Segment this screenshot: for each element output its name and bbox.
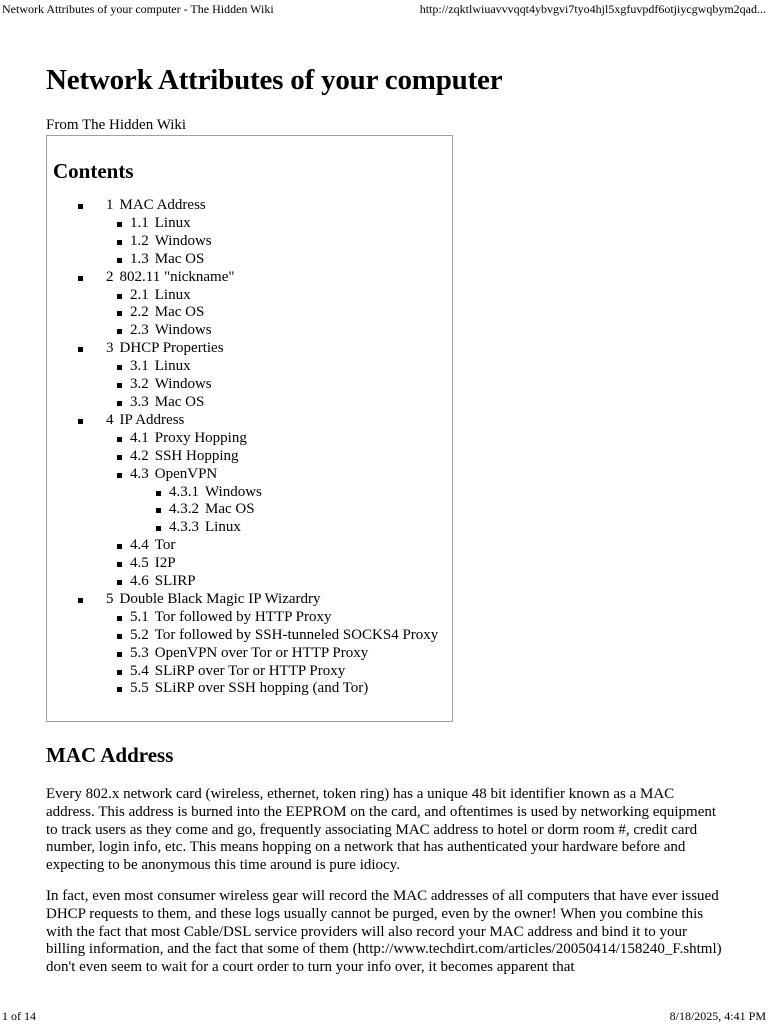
paragraph: Every 802.x network card (wireless, ethernet, token ring) has a unique 48 bit identifier known as a MAC address. This address is burned into the EEPROM on the card, and oftentimes is used by networking equipment to track users as they come and go, frequently associating MAC address to hotel or dorm room #, credit card number, login info, etc. This means hopping on a network that has authenticated your hardware before and expecting to be anonymous this time around is pure idiocy. [46, 786, 717, 874]
toc-item-label: Tor followed by HTTP Proxy [154, 608, 332, 625]
bullet-icon [117, 240, 122, 245]
toc-item[interactable] [53, 322, 452, 340]
toc-item-label: SLIRP [154, 573, 196, 590]
toc-item[interactable] [53, 376, 452, 394]
toc-item[interactable] [53, 663, 452, 681]
section-heading-mac-address: MAC Address [46, 743, 174, 767]
toc-item-number: 2.3 [130, 322, 149, 339]
toc-heading: Contents [53, 159, 134, 183]
toc-item[interactable] [53, 430, 452, 448]
print-footer [0, 1008, 768, 1024]
toc-item-label: Mac OS [154, 250, 205, 267]
toc-item-label: I2P [154, 555, 176, 572]
toc-item-label: Mac OS [205, 501, 255, 518]
bullet-icon [156, 526, 161, 531]
toc-item[interactable] [53, 340, 452, 358]
toc-item[interactable] [53, 555, 452, 573]
bullet-icon [117, 329, 122, 334]
toc-item-label: OpenVPN [154, 465, 218, 482]
toc-item-label: OpenVPN over Tor or HTTP Proxy [154, 644, 369, 661]
toc-item-label: Windows [154, 376, 212, 393]
toc-item[interactable] [53, 304, 452, 322]
paragraph: In fact, even most consumer wireless gear will record the MAC addresses of all computers that have ever issued DHCP requests to them, and these logs usually cannot be purged, even by the owner! When you combine this with the fact that most Cable/DSL service providers will also record your MAC address and bind it to your billing information, and the fact that some of them (http://www.techdirt.com/articles/20050414/158240_F.shtml) don't even seem to wait for a court order to turn your info over, it becomes apparent that [46, 887, 722, 976]
toc-item-label: Windows [205, 483, 262, 500]
toc-item[interactable] [53, 251, 452, 269]
print-header-title: Network Attributes of your computer - The Hidden Wiki [2, 2, 274, 16]
toc-item-number: 5.5 [130, 680, 149, 697]
toc-item[interactable] [53, 466, 452, 484]
toc-item-label: SLiRP over Tor or HTTP Proxy [154, 662, 346, 679]
toc-item[interactable] [53, 645, 452, 663]
bullet-icon [117, 258, 122, 263]
from-line: From The Hidden Wiki [46, 117, 187, 133]
toc-item-label: Tor [154, 537, 176, 554]
toc-item-label: Tor followed by SSH-tunneled SOCKS4 Proxy [154, 626, 439, 643]
bullet-icon [117, 652, 122, 657]
toc-item[interactable] [53, 394, 452, 412]
bullet-icon [78, 204, 83, 209]
bullet-icon [117, 580, 122, 585]
bullet-icon [117, 455, 122, 460]
toc-item-label: Proxy Hopping [154, 429, 247, 446]
toc-item-label: SLiRP over SSH hopping (and Tor) [154, 680, 369, 697]
bullet-icon [117, 616, 122, 621]
toc-item-label: Windows [154, 322, 212, 339]
toc-item-label: IP Address [119, 411, 185, 428]
bullet-icon [117, 437, 122, 442]
toc-item[interactable] [53, 680, 452, 698]
bullet-icon [117, 670, 122, 675]
toc-item-number: 4.6 [130, 573, 149, 590]
toc-item[interactable] [53, 269, 452, 287]
toc-item[interactable] [53, 233, 452, 251]
toc-item-number: 3.3 [130, 393, 149, 410]
toc-item-number: 1 [106, 197, 114, 213]
bullet-icon [117, 311, 122, 316]
toc-item[interactable] [53, 573, 452, 591]
toc-item-number: 5.1 [130, 608, 149, 625]
toc-item-label: Linux [154, 358, 191, 375]
toc-item[interactable] [53, 627, 452, 645]
toc-item-label: Mac OS [154, 304, 205, 321]
bullet-icon [78, 347, 83, 352]
toc-list [53, 197, 452, 698]
toc-item-label: Double Black Magic IP Wizardry [119, 590, 321, 607]
print-header [0, 0, 768, 18]
bullet-icon [78, 276, 83, 281]
bullet-icon [117, 365, 122, 370]
toc-item-number: 2.2 [130, 304, 149, 321]
bullet-icon [117, 222, 122, 227]
toc-item-label: Linux [154, 286, 191, 303]
bullet-icon [117, 634, 122, 639]
bullet-icon [117, 294, 122, 299]
table-of-contents [46, 135, 453, 722]
toc-item-number: 5.3 [130, 644, 149, 661]
toc-item-number: 5.4 [130, 662, 149, 679]
toc-item[interactable] [53, 197, 452, 215]
bullet-icon [78, 598, 83, 603]
toc-item[interactable] [53, 287, 452, 305]
toc-item-label: SSH Hopping [154, 447, 239, 464]
toc-item-label: Linux [154, 214, 191, 231]
toc-item[interactable] [53, 412, 452, 430]
toc-item-label: DHCP Properties [119, 340, 224, 357]
page-number: 1 of 14 [2, 1009, 36, 1023]
bullet-icon [78, 419, 83, 424]
toc-item-number: 2.1 [130, 286, 149, 303]
toc-item[interactable] [53, 591, 452, 609]
toc-item-label: Mac OS [154, 393, 205, 410]
print-header-url: http://zqktlwiuavvvqqt4ybvgvi7tyo4hjl5xgfuvpdf6otjiycgwqbym2qad... [419, 2, 766, 16]
article-content [46, 62, 726, 977]
toc-item[interactable] [53, 501, 452, 519]
toc-item-number: 3 [106, 340, 114, 357]
toc-item-number: 4.1 [130, 429, 149, 446]
toc-item-number: 2 [106, 268, 114, 285]
toc-item-number: 5 [106, 590, 114, 607]
toc-item-label: MAC Address [119, 197, 206, 213]
toc-item[interactable] [53, 484, 452, 502]
bullet-icon [117, 473, 122, 478]
toc-item-number: 4.3.3 [169, 519, 199, 536]
toc-item-number: 4.3.2 [169, 501, 199, 518]
toc-item-label: Linux [205, 519, 241, 536]
toc-item-number: 3.1 [130, 358, 149, 375]
bullet-icon [156, 508, 161, 513]
toc-item-label: 802.11 "nickname" [119, 268, 235, 285]
toc-item[interactable] [53, 215, 452, 233]
bullet-icon [117, 383, 122, 388]
bullet-icon [117, 544, 122, 549]
bullet-icon [156, 491, 161, 496]
toc-item-number: 5.2 [130, 626, 149, 643]
toc-item-number: 4.2 [130, 447, 149, 464]
toc-item[interactable] [53, 519, 452, 537]
page-title: Network Attributes of your computer [46, 64, 503, 96]
toc-item[interactable] [53, 448, 452, 466]
toc-item-number: 4.4 [130, 537, 149, 554]
toc-item-number: 4 [106, 411, 114, 428]
toc-item-number: 1.1 [130, 214, 149, 231]
toc-item-number: 3.2 [130, 376, 149, 393]
print-datetime: 8/18/2025, 4:41 PM [669, 1009, 766, 1023]
toc-item-number: 4.3 [130, 465, 149, 482]
toc-item-number: 4.5 [130, 555, 149, 572]
toc-item[interactable] [53, 609, 452, 627]
toc-item[interactable] [53, 537, 452, 555]
toc-item-label: Windows [154, 232, 212, 249]
toc-item-number: 1.2 [130, 232, 149, 249]
toc-item-number: 4.3.1 [169, 483, 199, 500]
bullet-icon [117, 687, 122, 692]
bullet-icon [117, 562, 122, 567]
toc-item[interactable] [53, 358, 452, 376]
toc-item-number: 1.3 [130, 250, 149, 267]
bullet-icon [117, 401, 122, 406]
